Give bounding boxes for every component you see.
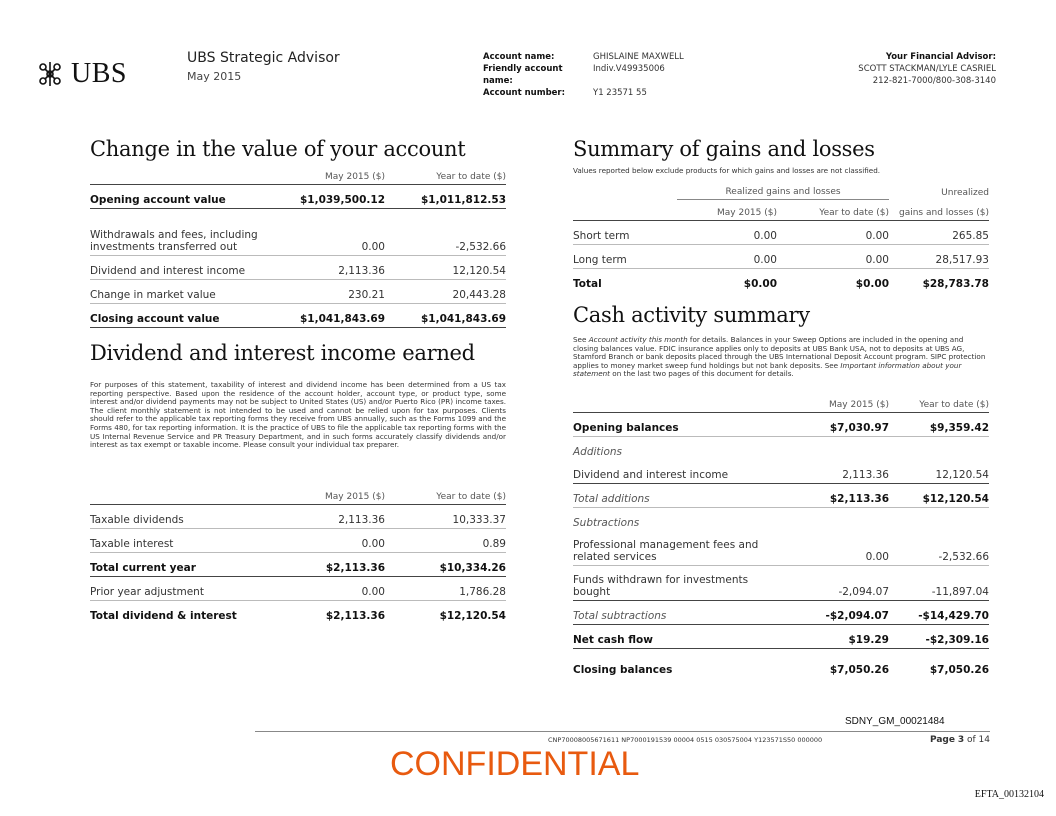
row-value: $9,359.42 <box>889 413 989 437</box>
row-label: Change in market value <box>90 280 280 304</box>
cash-note-prefix: See <box>573 335 589 344</box>
change-section-title: Change in the value of your account <box>90 137 466 161</box>
row-value: 2,113.36 <box>777 460 889 484</box>
sdny-bates-number: SDNY_GM_00021484 <box>845 716 945 727</box>
row-value: $2,113.36 <box>325 610 385 622</box>
table-row <box>573 245 989 269</box>
row-label: Taxable interest <box>90 529 280 553</box>
realized-group-header: Realized gains and losses <box>677 181 889 200</box>
table-row <box>573 625 989 649</box>
row-value: $7,050.26 <box>929 664 989 676</box>
cash-note-suffix: on the last two pages of this document for details. <box>610 369 794 379</box>
table-header-row <box>573 200 989 221</box>
gains-note: Values reported below exclude products for which gains and losses are not classified. <box>573 166 881 175</box>
column-header: Year to date ($) <box>385 164 506 185</box>
row-label: Total additions <box>573 484 777 508</box>
account-name-label: Account name: <box>483 52 555 62</box>
table-row <box>573 601 989 625</box>
row-value: 0.89 <box>385 529 506 553</box>
table-row <box>90 209 506 256</box>
table-row <box>90 505 506 529</box>
footer-document-code: CNP70008005671611 NP7000191539 00004 0515 030575004 Y123571S50 000000 <box>548 736 823 744</box>
page-number: 3 <box>957 735 965 745</box>
row-label: Professional management fees and related services <box>573 531 777 566</box>
advisor-title: Your Financial Advisor: <box>885 52 996 62</box>
row-value: 10,333.37 <box>385 505 506 529</box>
dividend-section-title: Dividend and interest income earned <box>90 341 475 365</box>
dividend-tax-note: For purposes of this statement, taxability of interest and dividend income has been determined from a US tax reporting perspective. Based upon the residence of the account holder, account type, or product type, some interest and/or dividend payments may not be subject to United States (US) and/or Puerto Rico (PR) income taxes. The client monthly statement is not intended to be used and cannot be relied upon for tax purposes. Clients should refer to the applicable tax reporting forms they receive from UBS annually, such as the Forms 1099 and the Forms 480, for tax reporting information. It is the practice of UBS to file the applicable tax reporting forms with the US Internal Revenue Service and PR Treasury Department, and in such forms accurately classify dividends and/or interest as tax exempt or taxable income. Please consult your individual tax preparer. <box>90 380 506 450</box>
row-value: $0.00 <box>743 278 777 290</box>
table-row <box>573 413 989 437</box>
table-row <box>90 304 506 328</box>
ubs-logo <box>35 58 127 90</box>
table-header-row <box>90 164 506 185</box>
row-value: $1,041,843.69 <box>280 304 385 328</box>
cash-note-ref1: Account activity this month <box>588 335 688 344</box>
row-value: 0.00 <box>280 209 385 256</box>
table-row <box>90 529 506 553</box>
dividend-table <box>90 484 506 624</box>
row-value: 0.00 <box>777 531 889 566</box>
row-value: 2,113.36 <box>280 505 385 529</box>
row-value: 0.00 <box>777 245 889 269</box>
row-label: Dividend and interest income <box>90 256 280 280</box>
row-value: -$14,429.70 <box>889 601 989 625</box>
row-label: Net cash flow <box>573 625 777 649</box>
table-row <box>573 437 989 461</box>
row-value: 2,113.36 <box>280 256 385 280</box>
gains-table <box>573 181 989 292</box>
row-value: 0.00 <box>677 221 777 245</box>
row-label: Opening account value <box>90 185 280 209</box>
column-header: May 2015 ($) <box>280 484 385 505</box>
row-label: Additions <box>573 446 623 458</box>
table-row <box>573 221 989 245</box>
column-header: May 2015 ($) <box>777 392 889 413</box>
confidential-stamp: CONFIDENTIAL <box>390 745 640 783</box>
row-value: 0.00 <box>280 577 385 601</box>
row-value: 12,120.54 <box>385 256 506 280</box>
table-row <box>90 601 506 625</box>
table-row <box>573 531 989 566</box>
table-row <box>573 566 989 601</box>
table-row <box>573 649 989 679</box>
row-label: Closing balances <box>573 664 673 676</box>
row-label: Long term <box>573 245 677 269</box>
table-row <box>573 508 989 532</box>
row-value: 28,517.93 <box>889 245 989 269</box>
cash-table <box>573 392 989 678</box>
table-group-header-row <box>573 181 989 200</box>
row-value: -2,532.66 <box>889 531 989 566</box>
row-value: $1,011,812.53 <box>385 185 506 209</box>
row-value: 265.85 <box>889 221 989 245</box>
ubs-keys-icon <box>35 60 65 88</box>
page-of: of <box>966 735 976 745</box>
row-label: Prior year adjustment <box>90 577 280 601</box>
table-header-row <box>90 484 506 505</box>
table-row <box>90 256 506 280</box>
cash-section-title: Cash activity summary <box>573 303 810 327</box>
column-header: Year to date ($) <box>777 200 889 221</box>
advisor-name: SCOTT STACKMAN/LYLE CASRIEL <box>858 64 996 74</box>
row-value: $7,050.26 <box>829 664 889 676</box>
row-value: 20,443.28 <box>385 280 506 304</box>
row-value: -2,532.66 <box>385 209 506 256</box>
row-value: 0.00 <box>677 245 777 269</box>
table-row <box>90 185 506 209</box>
row-label: Funds withdrawn for investments bought <box>573 566 777 601</box>
cash-note-ref2: Important information about your statement <box>573 360 962 379</box>
row-value: -$2,094.07 <box>777 601 889 625</box>
row-value: 230.21 <box>280 280 385 304</box>
friendly-name-value: Indiv.V49935006 <box>593 64 665 74</box>
row-value: -$2,309.16 <box>889 625 989 649</box>
page-label: Page <box>929 735 955 745</box>
table-row <box>90 577 506 601</box>
row-value: 0.00 <box>777 221 889 245</box>
table-row <box>90 553 506 577</box>
cash-note-body: for details. Balances in your Sweep Options are included in the opening and closing balances value. FDIC insurance applies only to deposits at UBS Bank USA, not to deposits at UBS AG, Stamford Branch or bank deposits placed through the UBS International Deposit Account program. SIPC protection applies to money market sweep fund holdings but not bank deposits. See <box>573 335 986 370</box>
table-row <box>573 484 989 508</box>
cash-note <box>573 336 989 379</box>
table-row <box>90 280 506 304</box>
column-header: gains and losses ($) <box>889 200 989 221</box>
column-header: Year to date ($) <box>385 484 506 505</box>
table-row <box>573 460 989 484</box>
row-label: Total subtractions <box>573 601 777 625</box>
row-label: Total dividend & interest <box>90 610 237 622</box>
row-label: Withdrawals and fees, including investments transferred out <box>90 209 280 256</box>
row-value: -2,094.07 <box>777 566 889 601</box>
row-value: 0.00 <box>280 529 385 553</box>
row-value: $10,334.26 <box>385 553 506 577</box>
page-indicator <box>930 735 990 745</box>
advisor-phone: 212-821-7000/800-308-3140 <box>872 76 996 86</box>
row-value: 12,120.54 <box>889 460 989 484</box>
footer-divider <box>255 731 990 732</box>
row-value: $0.00 <box>855 278 889 290</box>
row-value: $1,041,843.69 <box>385 304 506 328</box>
column-header: Year to date ($) <box>889 392 989 413</box>
friendly-name-label: Friendly account name: <box>483 64 563 86</box>
column-header: May 2015 ($) <box>677 200 777 221</box>
account-name-value: GHISLAINE MAXWELL <box>593 52 684 62</box>
row-value: -11,897.04 <box>889 566 989 601</box>
row-label: Short term <box>573 221 677 245</box>
page-total: 14 <box>978 735 990 745</box>
column-header: May 2015 ($) <box>280 164 385 185</box>
row-label: Total current year <box>90 553 280 577</box>
row-value: $12,120.54 <box>439 610 506 622</box>
row-label: Dividend and interest income <box>573 460 777 484</box>
table-row <box>573 269 989 293</box>
unrealized-group-header: Unrealized <box>941 187 989 198</box>
row-label: Total <box>573 278 602 290</box>
ubs-wordmark: UBS <box>71 58 127 89</box>
account-number-value: Y1 23571 55 <box>593 88 647 98</box>
document-title: UBS Strategic Advisor <box>187 50 340 66</box>
row-label: Opening balances <box>573 413 777 437</box>
row-value: $7,030.97 <box>777 413 889 437</box>
financial-advisor <box>858 51 996 87</box>
row-value: 1,786.28 <box>385 577 506 601</box>
row-label: Closing account value <box>90 304 280 328</box>
row-value: $2,113.36 <box>280 553 385 577</box>
account-number-label: Account number: <box>483 88 566 98</box>
statement-date: May 2015 <box>187 70 242 83</box>
account-info <box>483 51 684 99</box>
change-table <box>90 164 506 328</box>
row-value: $1,039,500.12 <box>280 185 385 209</box>
table-header-row <box>573 392 989 413</box>
row-value: $12,120.54 <box>889 484 989 508</box>
row-value: $19.29 <box>777 625 889 649</box>
row-label: Taxable dividends <box>90 505 280 529</box>
row-label: Subtractions <box>573 517 640 529</box>
gains-section-title: Summary of gains and losses <box>573 137 875 161</box>
row-value: $2,113.36 <box>777 484 889 508</box>
efta-number: EFTA_00132104 <box>974 789 1044 800</box>
row-value: $28,783.78 <box>922 278 989 290</box>
